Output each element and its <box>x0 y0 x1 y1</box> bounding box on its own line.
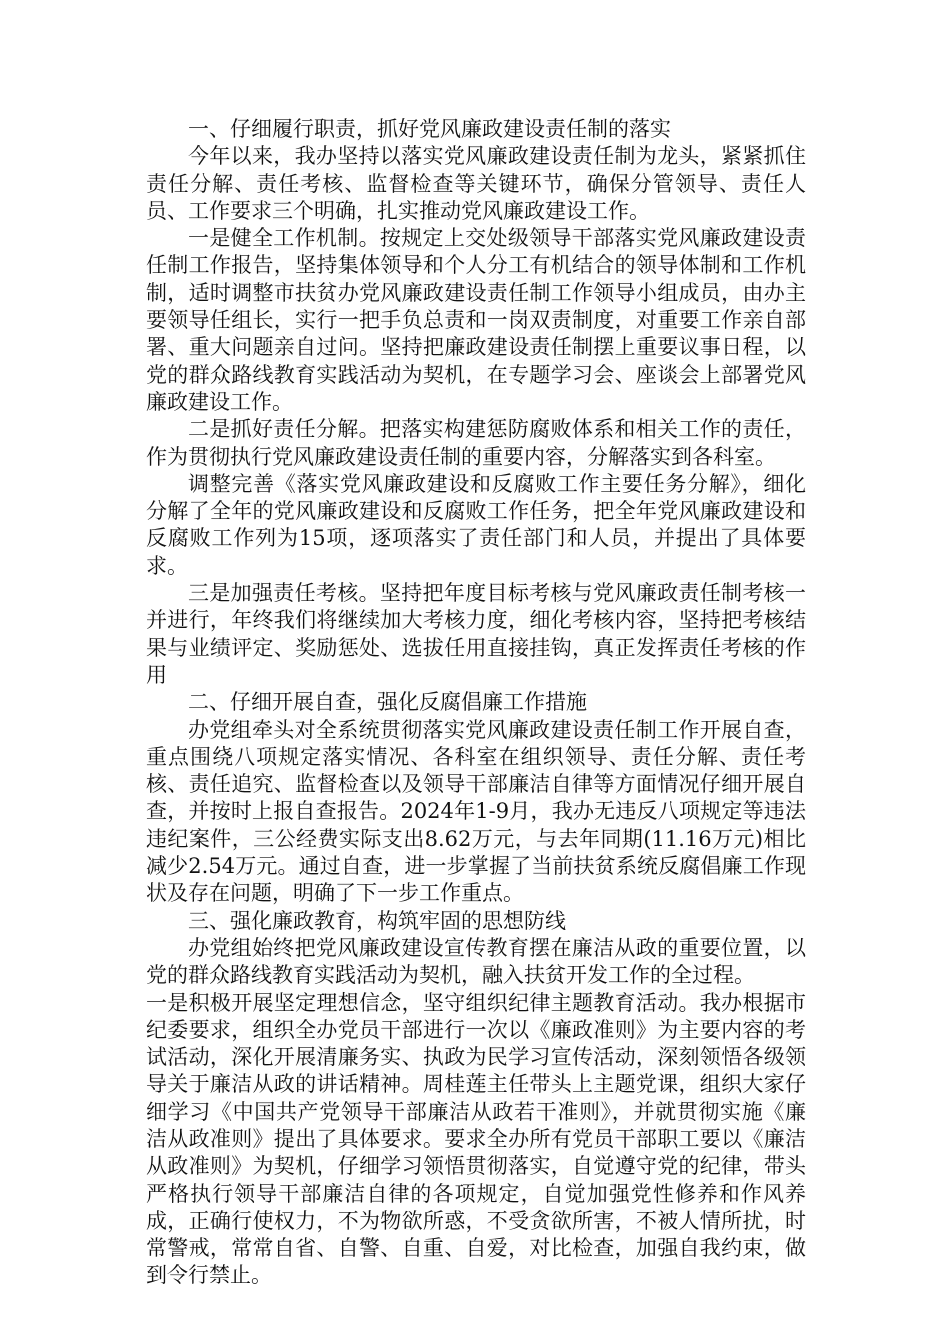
section-heading-2: 二、仔细开展自查，强化反腐倡廉工作措施 <box>188 690 587 715</box>
paragraph: 调整完善《落实党风廉政建设和反腐败工作主要任务分解》，细化分解了全年的党风廉政建设和反腐败工作任务，把全年党风廉政建设和反腐败工作列为15项，逐项落实了责任部门和人员，并提出了具体要求。 <box>146 471 806 578</box>
paragraph: 办党组始终把党风廉政建设宣传教育摆在廉洁从政的重要位置，以党的群众路线教育实践活动为契机，融入扶贫开发工作的全过程。 <box>146 935 806 988</box>
paragraph: 二是抓好责任分解。把落实构建惩防腐败体系和相关工作的责任，作为贯彻执行党风廉政建设责任制的重要内容，分解落实到各科室。 <box>146 417 806 469</box>
paragraph: 办党组牵头对全系统贯彻落实党风廉政建设责任制工作开展自查，重点围绕八项规定落实情况、各科室在组织领导、责任分解、责任考核、责任追究、监督检查以及领导干部廉洁自律等方面情况仔细开展自查，并按时上报自查报告。2024年1-9月，我办无违反八项规定等违法违纪案件，三公经费实际支出8.62万元，与去年同期(11.16万元)相比减少2.54万元。通过自查，进一步掌握了当前扶贫系统反腐倡廉工作现状及存在问题，明确了下一步工作重点。 <box>146 717 806 906</box>
paragraph: 一是健全工作机制。按规定上交处级领导干部落实党风廉政建设责任制工作报告，坚持集体领导和个人分工有机结合的领导体制和工作机制，适时调整市扶贫办党风廉政建设责任制工作领导小组成员，由办主要领导任组长，实行一把手负总责和一岗双责制度，对重要工作亲自部署、重大问题亲自过问。坚持把廉政建设责任制摆上重要议事日程，以党的群众路线教育实践活动为契机，在专题学习会、座谈会上部署党风廉政建设工作。 <box>146 226 806 414</box>
paragraph: 三是加强责任考核。坚持把年度目标考核与党风廉政责任制考核一并进行，年终我们将继续加大考核力度，细化考核内容，坚持把考核结果与业绩评定、奖励惩处、选拔任用直接挂钩，真正发挥责任考核的作用 <box>146 581 806 687</box>
document-body <box>146 116 806 1290</box>
section-heading-3: 三、强化廉政教育，构筑牢固的思想防线 <box>188 908 566 933</box>
section-heading-1: 一、仔细履行职责，抓好党风廉政建设责任制的落实 <box>188 117 671 141</box>
paragraph: 一是积极开展坚定理想信念，坚守组织纪律主题教育活动。我办根据市纪委要求，组织全办党员干部进行一次以《廉政准则》为主要内容的考试活动，深化开展清廉务实、执政为民学习宣传活动，深刻领悟各级领导关于廉洁从政的讲话精神。周桂莲主任带头上主题党课，组织大家仔细学习《中国共产党领导干部廉洁从政若干准则》，并就贯彻实施《廉洁从政准则》提出了具体要求。要求全办所有党员干部职工要以《廉洁从政准则》为契机，仔细学习领悟贯彻落实，自觉遵守党的纪律，带头严格执行领导干部廉洁自律的各项规定，自觉加强党性修养和作风养成，正确行使权力，不为物欲所惑，不受贪欲所害，不被人情所扰，时常警戒，常常自省、自警、自重、自爱，对比检查，加强自我约束，做到令行禁止。 <box>146 990 806 1288</box>
paragraph: 今年以来，我办坚持以落实党风廉政建设责任制为龙头，紧紧抓住责任分解、责任考核、监督检查等关键环节，确保分管领导、责任人员、工作要求三个明确，扎实推动党风廉政建设工作。 <box>146 144 806 223</box>
